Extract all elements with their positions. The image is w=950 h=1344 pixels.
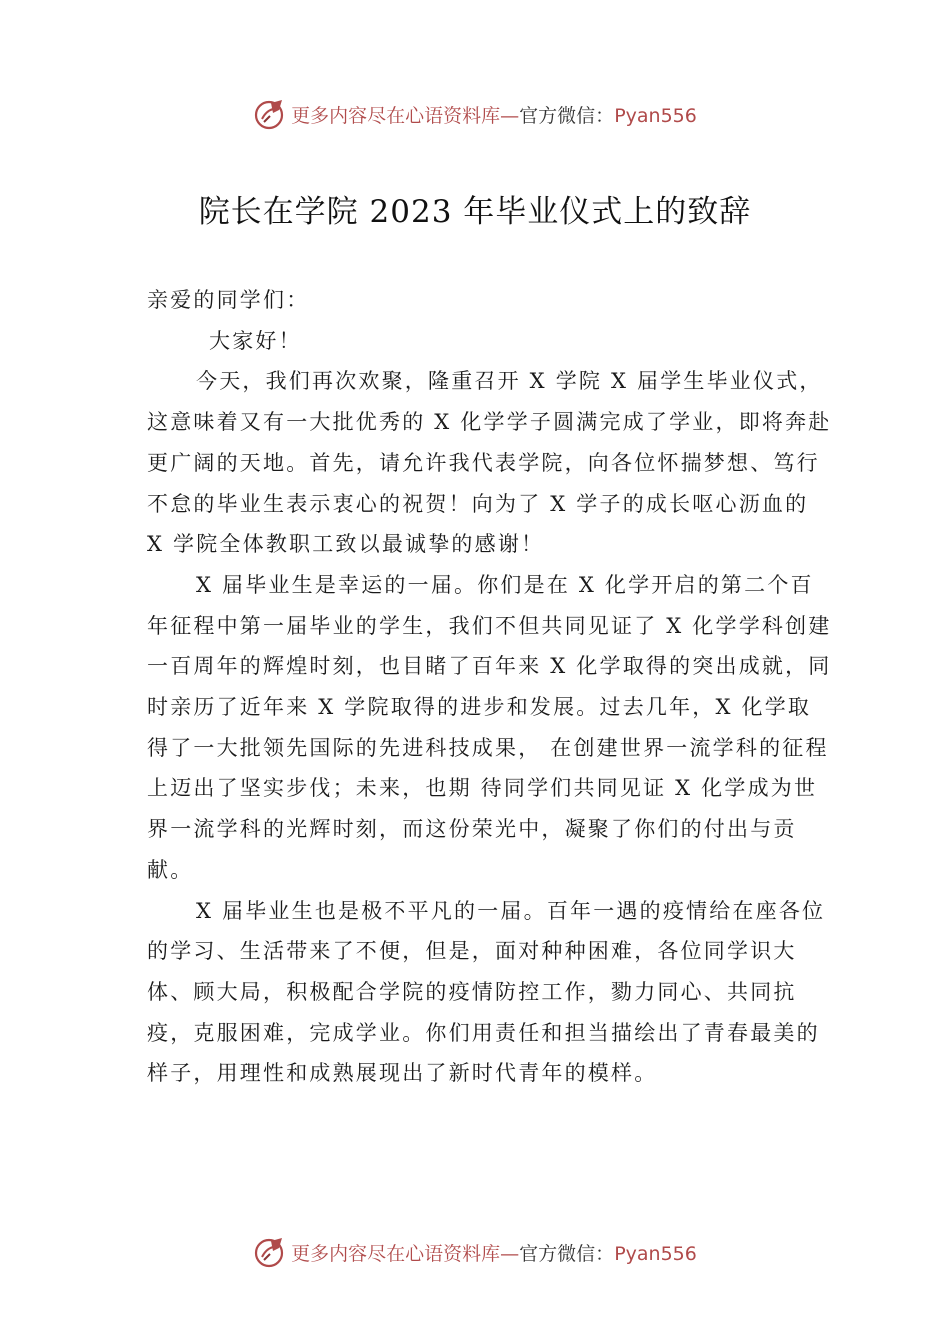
banner-wechat-id: Pyan556 bbox=[614, 1242, 697, 1265]
document-body bbox=[147, 280, 833, 1094]
greeting: 大家好！ bbox=[209, 328, 302, 353]
document-title: 院长在学院 2023 年毕业仪式上的致辞 bbox=[198, 194, 752, 230]
banner-site-text: 更多内容尽在心语资料库 bbox=[291, 1242, 501, 1265]
banner-dash: — bbox=[500, 104, 520, 127]
banner-text bbox=[291, 1239, 697, 1266]
pen-logo-icon bbox=[253, 97, 287, 131]
banner-text bbox=[291, 101, 697, 128]
banner-wechat-id: Pyan556 bbox=[614, 104, 697, 127]
header-banner bbox=[0, 94, 950, 134]
paragraph-2: X 届毕业生是幸运的一届。你们是在 X 化学开启的第二个百年征程中第一届毕业的学生，我们不但共同见证了 X 化学学科创建一百周年的辉煌时刻，也目睹了百年来 X 化学取得的突出成就，同时亲历了近年来 X 学院取得的进步和发展。过去几年，X 化学取得了一大批领先国际的先进科技成果， 在创建世界一流学科的征程上迈出了坚实步伐；未来，也期 待同学们共同见证 X 化学成为世界一流学科的光辉时刻，而这份荣光中，凝聚了你们的付出与贡献。 bbox=[147, 572, 832, 882]
banner-site-text: 更多内容尽在心语资料库 bbox=[291, 104, 501, 127]
banner-dash: — bbox=[500, 1242, 520, 1265]
banner-official-label: 官方微信： bbox=[519, 1242, 615, 1265]
paragraph-3: X 届毕业生也是极不平凡的一届。百年一遇的疫情给在座各位的学习、生活带来了不便，但是，面对种种困难，各位同学识大体、顾大局，积极配合学院的疫情防控工作，勠力同心、共同抗疫，克服困难，完成学业。你们用责任和担当描绘出了青春最美的样子，用理性和成熟展现出了新时代青年的模样。 bbox=[147, 898, 826, 1086]
salutation: 亲爱的同学们： bbox=[147, 288, 310, 312]
paragraph-1: 今天，我们再次欢聚，隆重召开 X 学院 X 届学生毕业仪式，这意味着又有一大批优秀的 X 化学学子圆满完成了学业，即将奔赴更广阔的天地。首先，请允许我代表学院，向各位怀揣梦想、笃行不怠的毕业生表示衷心的祝贺！向为了 X 学子的成长呕心沥血的 X 学院全体教职工致以最诚挚的感谢！ bbox=[147, 369, 832, 557]
banner-official-label: 官方微信： bbox=[519, 104, 615, 127]
footer-banner bbox=[0, 1232, 950, 1272]
pen-logo-icon bbox=[253, 1235, 287, 1269]
